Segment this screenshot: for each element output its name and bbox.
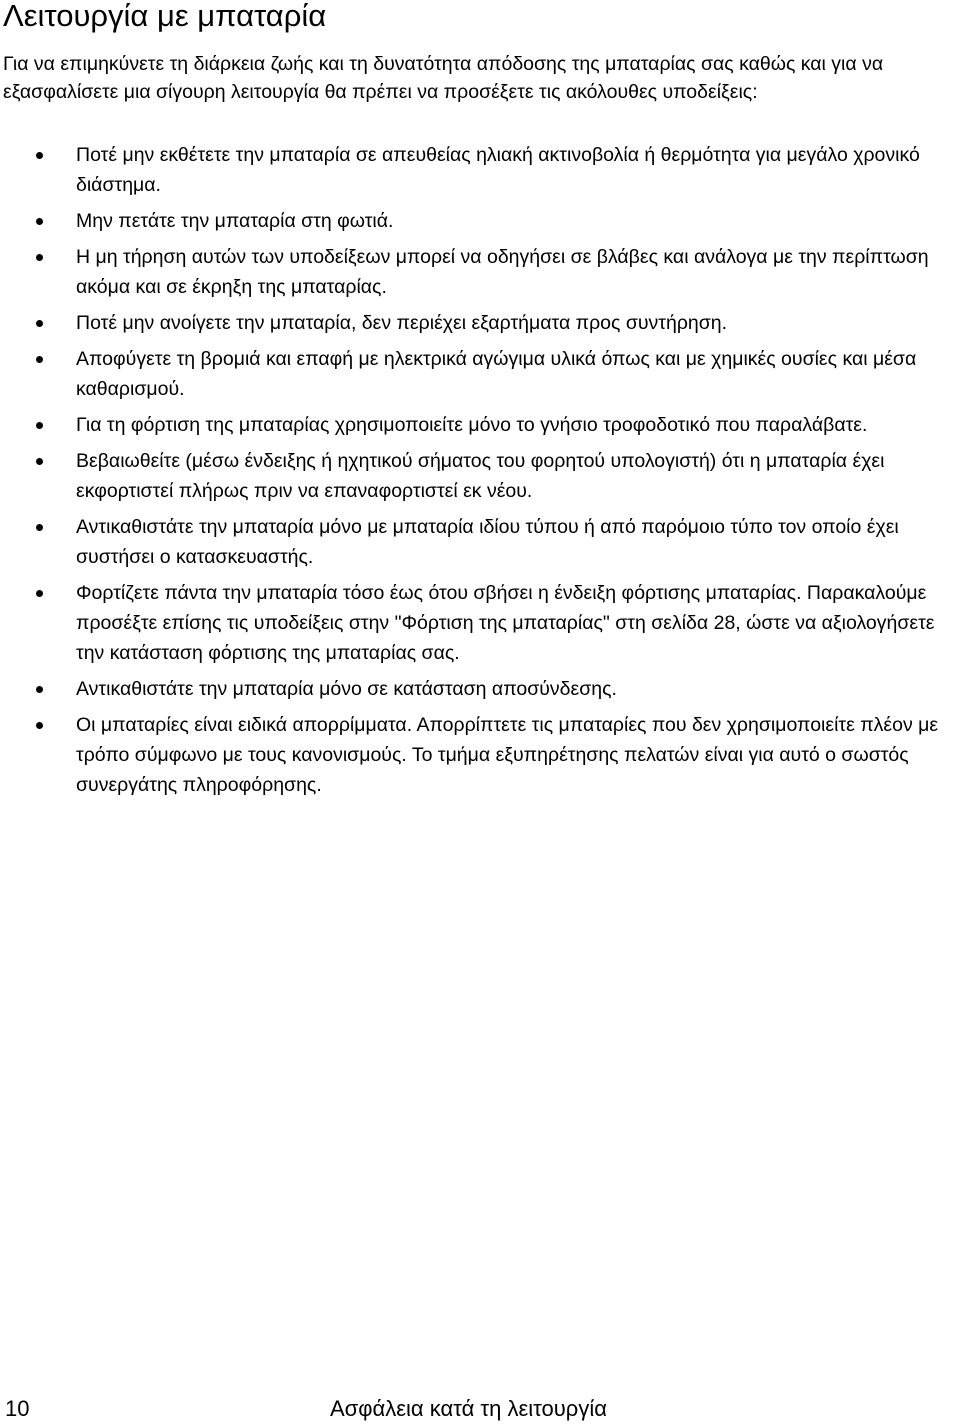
list-item-text: Ποτέ μην εκθέτετε την μπαταρία σε απευθείας ηλιακή ακτινοβολία ή θερμότητα για μεγάλο χρονικό διάστημα. xyxy=(76,144,920,196)
list-item-text: Οι μπαταρίες είναι ειδικά απορρίμματα. Απορρίπτετε τις μπαταρίες που δεν χρησιμοποιείτε πλέον με τρόπο σύμφωνο με τους κανονισμούς. Το τμήμα εξυπηρέτησης πελατών είναι για αυτό ο σωστός συνεργάτης πληροφόρησης. xyxy=(76,714,939,796)
list-item-text: Η μη τήρηση αυτών των υποδείξεων μπορεί να οδηγήσει σε βλάβες και ανάλογα με την περίπτωση ακόμα και σε έκρηξη της μπαταρίας. xyxy=(76,246,929,298)
page-number: 10 xyxy=(5,1396,30,1421)
bullet-icon xyxy=(36,218,43,225)
bullet-icon xyxy=(36,458,43,465)
bullet-icon xyxy=(36,152,43,159)
list-item-text: Αντικαθιστάτε την μπαταρία μόνο σε κατάσταση αποσύνδεσης. xyxy=(76,678,617,700)
bullet-icon xyxy=(36,254,43,261)
list-item xyxy=(0,206,956,236)
list-item-text: Για τη φόρτιση της μπαταρίας χρησιμοποιείτε μόνο το γνήσιο τροφοδοτικό που παραλάβατε. xyxy=(76,414,868,436)
list-item xyxy=(0,674,956,704)
list-item xyxy=(0,446,956,506)
list-item xyxy=(0,710,956,800)
page-title: Λειτουργία με μπαταρία xyxy=(3,0,327,33)
bullet-icon xyxy=(36,524,43,531)
footer-section-title: Ασφάλεια κατά τη λειτουργία xyxy=(330,1396,607,1421)
bullet-icon xyxy=(36,422,43,429)
bullet-list xyxy=(0,140,960,806)
list-item xyxy=(0,344,956,404)
list-item-text: Βεβαιωθείτε (μέσω ένδειξης ή ηχητικού σήματος του φορητού υπολογιστή) ότι η μπαταρία έχει εκφορτιστεί πλήρως πριν να επαναφορτιστεί εκ νέου. xyxy=(76,450,885,502)
list-item-text: Αποφύγετε τη βρομιά και επαφή με ηλεκτρικά αγώγιμα υλικά όπως και με χημικές ουσίες και μέσα καθαρισμού. xyxy=(76,348,917,400)
bullet-icon xyxy=(36,320,43,327)
bullet-icon xyxy=(36,356,43,363)
list-item-text: Αντικαθιστάτε την μπαταρία μόνο με μπαταρία ιδίου τύπου ή από παρόμοιο τύπο τον οποίο έχει συστήσει ο κατασκευαστής. xyxy=(76,516,899,568)
list-item-text: Φορτίζετε πάντα την μπαταρία τόσο έως ότου σβήσει η ένδειξη φόρτισης μπαταρίας. Παρακαλούμε προσέξτε επίσης τις υποδείξεις στην "Φόρτιση της μπαταρίας" στη σελίδα 28, ώστε να αξιολογήσετε την κατάσταση φόρτισης της μπαταρίας σας. xyxy=(76,582,935,664)
list-item xyxy=(0,512,956,572)
list-item-text: Ποτέ μην ανοίγετε την μπαταρία, δεν περιέχει εξαρτήματα προς συντήρηση. xyxy=(76,312,728,334)
page-footer xyxy=(0,1395,960,1425)
list-item xyxy=(0,242,956,302)
intro-paragraph: Για να επιμηκύνετε τη διάρκεια ζωής και τη δυνατότητα απόδοσης της μπαταρίας σας καθώς και για να εξασφαλίσετε μια σίγουρη λειτουργία θα πρέπει να προσέξετε τις ακόλουθες υποδείξεις: xyxy=(3,53,884,103)
list-item xyxy=(0,308,956,338)
list-item xyxy=(0,578,956,668)
bullet-icon xyxy=(36,590,43,597)
bullet-icon xyxy=(36,722,43,729)
list-item xyxy=(0,140,956,200)
bullet-icon xyxy=(36,686,43,693)
list-item-text: Μην πετάτε την μπαταρία στη φωτιά. xyxy=(76,210,394,232)
list-item xyxy=(0,410,956,440)
